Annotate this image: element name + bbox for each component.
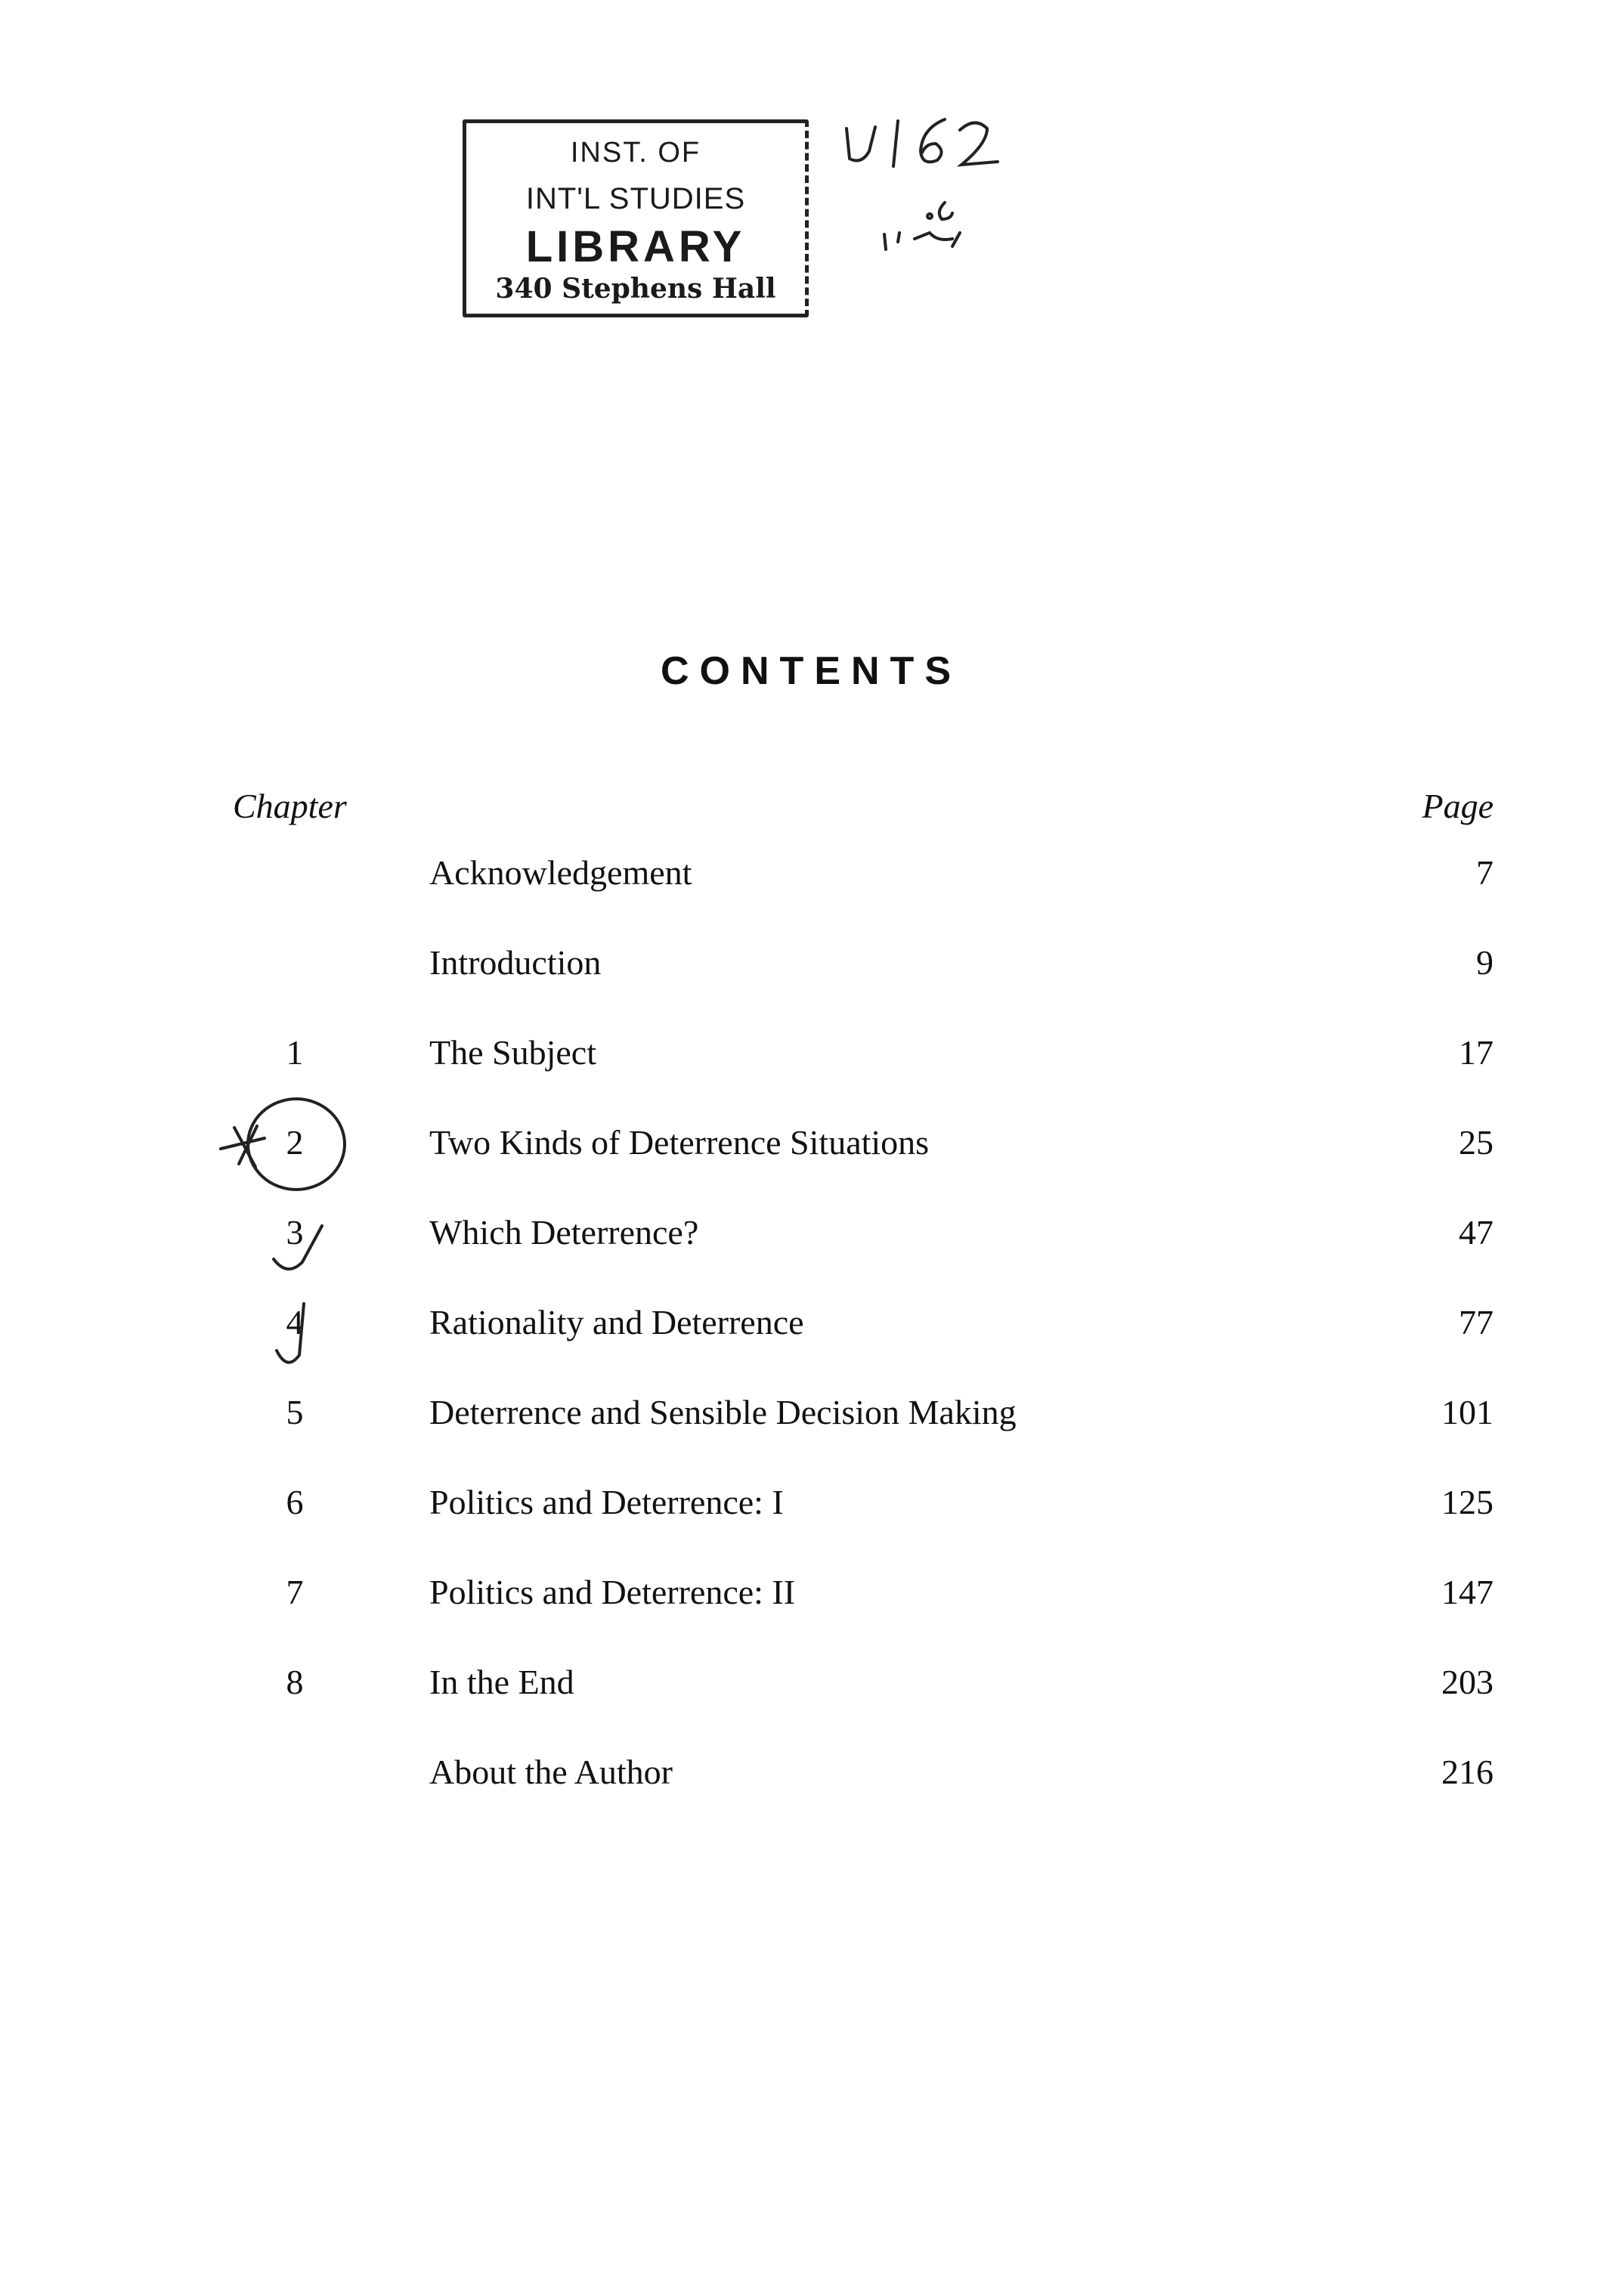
- entry-page: 147: [1441, 1573, 1494, 1611]
- handwritten-check-icon: [257, 1209, 348, 1292]
- toc-entry: [0, 1032, 1622, 1078]
- hand-drawn-circle-star-icon: [212, 1088, 363, 1202]
- chapter-number: 2: [286, 1123, 304, 1162]
- chapter-number: 3: [286, 1213, 304, 1252]
- chapter-number: 7: [286, 1573, 304, 1611]
- entry-page: 216: [1441, 1753, 1494, 1791]
- toc-entry: [0, 1482, 1622, 1527]
- entry-page: 203: [1441, 1663, 1494, 1701]
- library-stamp: [463, 119, 809, 317]
- contents-title: CONTENTS: [661, 649, 961, 693]
- stamp-line-4: 340 Stephens Hall: [495, 273, 776, 305]
- entry-page: 101: [1441, 1393, 1494, 1431]
- entry-page: 9: [1476, 943, 1494, 982]
- chapter-number: 4: [286, 1303, 304, 1341]
- entry-title: Politics and Deterrence: II: [429, 1573, 796, 1611]
- entry-title: In the End: [429, 1663, 574, 1701]
- entry-title: Acknowledgement: [429, 853, 692, 892]
- toc-entry: [0, 1572, 1622, 1617]
- toc-entry: [0, 1212, 1622, 1258]
- chapter-number: 6: [286, 1483, 304, 1521]
- entry-page: 77: [1459, 1303, 1494, 1341]
- entry-title: The Subject: [429, 1033, 596, 1072]
- entry-page: 17: [1459, 1033, 1494, 1072]
- toc-entry: [0, 942, 1622, 988]
- toc-entry: [0, 852, 1622, 898]
- entry-page: 7: [1476, 853, 1494, 892]
- handwritten-check-icon: [257, 1296, 348, 1379]
- chapter-column-header: Chapter: [233, 787, 347, 825]
- stamp-line-3: LIBRARY: [525, 222, 746, 271]
- chapter-number: 5: [286, 1393, 304, 1431]
- entry-title: Which Deterrence?: [429, 1213, 699, 1252]
- toc-entry: [0, 1392, 1622, 1437]
- entry-title: Rationality and Deterrence: [429, 1303, 804, 1341]
- chapter-number: 1: [286, 1033, 304, 1072]
- entry-page: 125: [1441, 1483, 1494, 1521]
- chapter-number: 8: [286, 1663, 304, 1701]
- entry-title: Politics and Deterrence: I: [429, 1483, 784, 1521]
- entry-title: Introduction: [429, 943, 602, 982]
- stamp-line-2: INT'L STUDIES: [525, 182, 746, 215]
- entry-title: Deterrence and Sensible Decision Making: [429, 1393, 1017, 1431]
- entry-page: 25: [1459, 1123, 1494, 1162]
- entry-title: Two Kinds of Deterrence Situations: [429, 1123, 930, 1162]
- page-column-header: Page: [1422, 787, 1494, 825]
- toc-entry: [0, 1302, 1622, 1348]
- toc-entry: [0, 1662, 1622, 1707]
- entry-page: 47: [1459, 1213, 1494, 1252]
- handwritten-call-number: [839, 106, 1066, 287]
- toc-entry: [0, 1752, 1622, 1797]
- stamp-line-1: INST. OF: [570, 137, 701, 169]
- entry-title: About the Author: [429, 1753, 673, 1791]
